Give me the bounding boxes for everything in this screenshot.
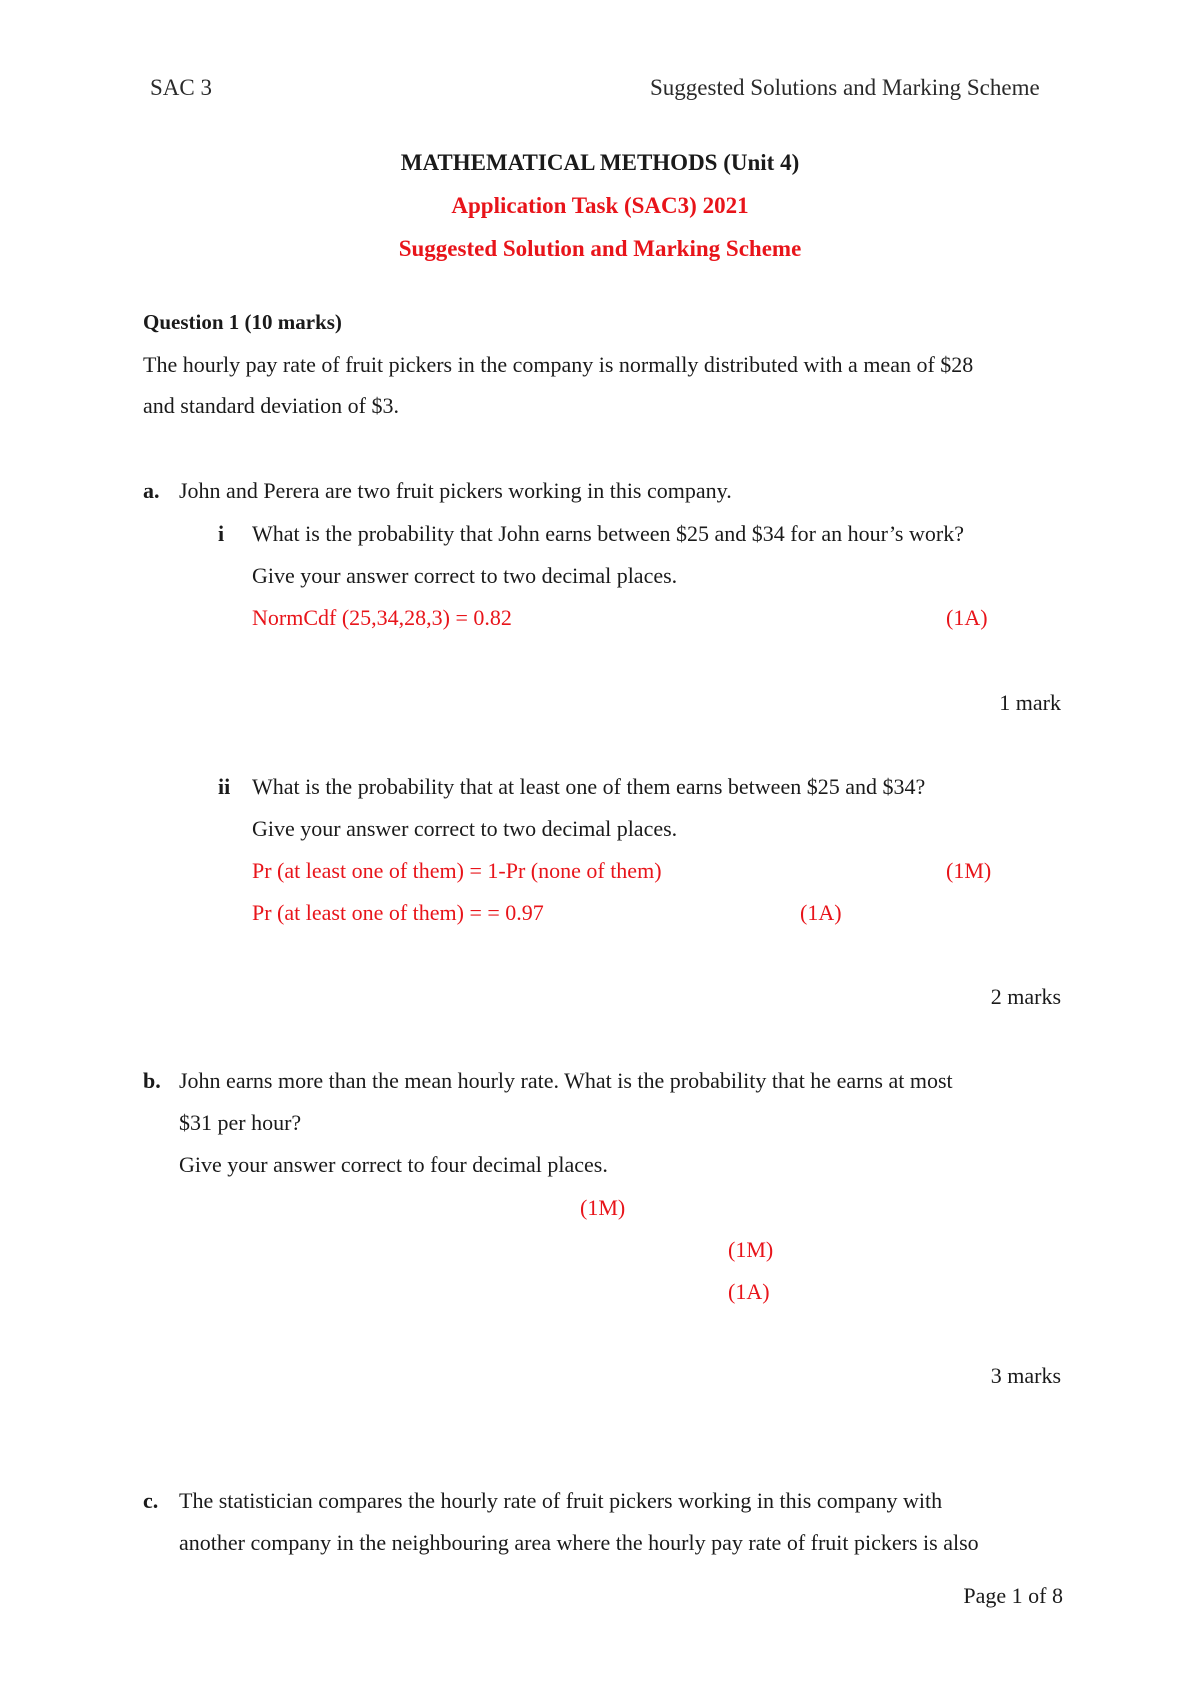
part-a-ii-marks: 2 marks — [990, 984, 1061, 1009]
part-a-i-label: i — [218, 521, 225, 546]
part-a-i-instruction: Give your answer correct to two decimal places. — [252, 563, 678, 588]
part-b-mark-2: (1M) — [728, 1237, 774, 1262]
question-heading: Question 1 (10 marks) — [143, 310, 342, 334]
part-a-ii-label: ii — [218, 774, 231, 799]
part-b-marks: 3 marks — [990, 1363, 1061, 1388]
document-title: MATHEMATICAL METHODS (Unit 4) — [400, 150, 800, 175]
part-b-mark-3: (1A) — [728, 1279, 770, 1304]
part-c-label: c. — [143, 1488, 159, 1513]
part-a-i-marks: 1 mark — [999, 690, 1061, 715]
question-intro-line-1: The hourly pay rate of fruit pickers in the company is normally distributed with a mean of $28 — [143, 352, 974, 377]
part-a-i-question: What is the probability that John earns between $25 and $34 for an hour’s work? — [252, 521, 964, 546]
header-right: Suggested Solutions and Marking Scheme — [650, 75, 1040, 100]
part-b-line-2: $31 per hour? — [179, 1110, 302, 1135]
part-a-ii-answer-1: Pr (at least one of them) = 1-Pr (none of them) — [252, 858, 662, 883]
part-a-text: John and Perera are two fruit pickers working in this company. — [179, 478, 732, 503]
header-left: SAC 3 — [150, 75, 212, 100]
question-intro-line-2: and standard deviation of $3. — [143, 393, 399, 418]
part-a-i-answer-mark: (1A) — [946, 605, 988, 630]
part-a-ii-answer-1-mark: (1M) — [946, 858, 992, 883]
part-a-ii-instruction: Give your answer correct to two decimal places. — [252, 816, 678, 841]
scheme-title: Suggested Solution and Marking Scheme — [398, 236, 802, 261]
part-a-i-answer: NormCdf (25,34,28,3) = 0.82 — [252, 605, 512, 630]
part-a-ii-answer-2: Pr (at least one of them) = = 0.97 — [252, 900, 544, 925]
page-number: Page 1 of 8 — [963, 1583, 1063, 1608]
part-b-mark-1: (1M) — [580, 1195, 626, 1220]
part-a-label: a. — [143, 478, 160, 503]
task-title: Application Task (SAC3) 2021 — [451, 193, 749, 218]
part-b-line-3: Give your answer correct to four decimal places. — [179, 1152, 608, 1177]
part-a-ii-question: What is the probability that at least one of them earns between $25 and $34? — [252, 774, 926, 799]
part-b-line-1: John earns more than the mean hourly rate. What is the probability that he earns at most — [179, 1068, 953, 1093]
part-c-line-2: another company in the neighbouring area where the hourly pay rate of fruit pickers is also — [179, 1530, 979, 1555]
part-a-ii-answer-2-mark: (1A) — [800, 900, 842, 925]
part-c-line-1: The statistician compares the hourly rate of fruit pickers working in this company with — [179, 1488, 943, 1513]
part-b-label: b. — [143, 1068, 161, 1093]
